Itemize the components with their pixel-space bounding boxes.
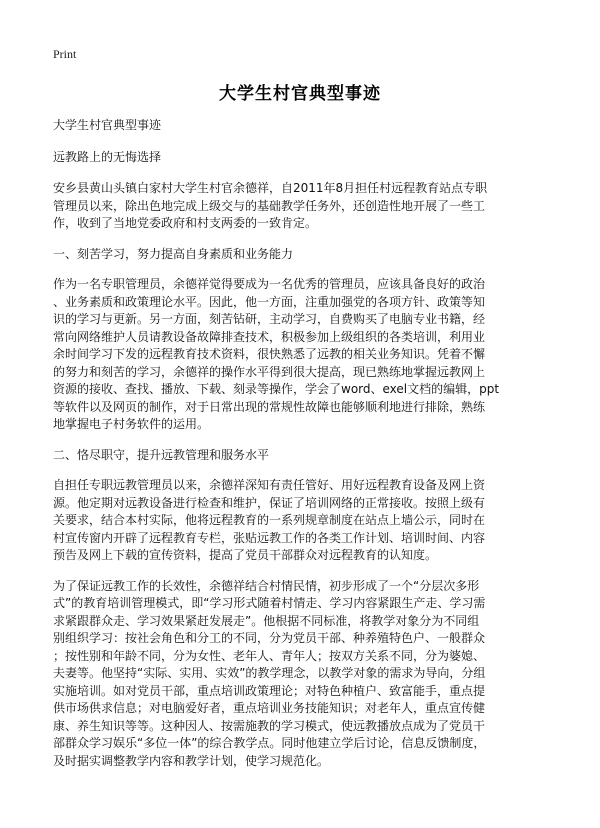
text-line: 供市场供求信息；对电脑爱好者，重点培训业务技能知识；对老年人，重点宣传健 <box>53 701 486 715</box>
text-line: 关要求，结合本村实际，他将远程教育的一系列规章制度在站点上墙公示，同时在 <box>53 513 486 527</box>
text-line: 求紧跟群众走、学习效果紧赶发展走”。他根据不同标准，将教学对象分为不同组 <box>53 613 480 628</box>
article-subtitle: 大学生村官典型事迹 <box>53 118 162 132</box>
text-line: 地掌握电子村务软件的运用。 <box>53 417 210 431</box>
text-line: 夫妻等。他坚持“实际、实用、实效”的教学理念，以教学对象的需求为导向，分组 <box>53 666 486 680</box>
section-2-heading <box>53 447 550 465</box>
section-1-body <box>53 276 550 434</box>
text-line: 等软件以及网页的制作，对于日常出现的常规性故障也能够顺利地进行排除，熟练 <box>53 399 486 414</box>
text-line: 实施培训。如对党员干部，重点培训政策理论；对特色种植户、致富能手，重点提 <box>53 683 486 698</box>
text-line: 为了保证远教工作的长效性，余德祥结合村情民情，初步形成了一个“分层次多形 <box>53 578 480 593</box>
text-line: 部群众学习娱乐“多位一体”的综合教学点。同时他建立学后讨论，信息反馈制度， <box>53 736 486 750</box>
text-line: 一、刻苦学习，努力提高自身素质和业务能力 <box>53 246 294 261</box>
text-line: 及时据实调整教学内容和教学计划，使学习规范化。 <box>53 753 330 768</box>
text-line: ；按性别和年龄不同，分为女性、老年人、青年人；按双方关系不同，分为婆媳、 <box>53 648 486 663</box>
text-line: 源。他定期对远教设备进行检查和维护，保证了培训网络的正常接收。按照上级有 <box>53 495 486 510</box>
text-line: 余时间学习下发的远程教育技术资料，很快熟悉了远教的相关业务知识。凭着不懈 <box>53 347 486 361</box>
text-line: 预告及网上下载的宣传资料，提高了党员干部群众对远程教育的认知度。 <box>53 548 438 562</box>
text-line: 村宣传窗内开辟了远程教育专栏，张贴远教工作的各类工作计划、培训时间、内容 <box>53 530 486 545</box>
text-line: 识的学习与更新。另一方面，刻苦钻研，主动学习，自费购买了电脑专业书籍，经 <box>53 312 486 326</box>
text-line: 常向网络维护人员请教设备故障排查技术，积极参加上级组织的各类培训，利用业 <box>53 329 486 344</box>
section-2-body <box>53 477 550 565</box>
text-line: 二、恪尽职守，提升远教管理和服务水平 <box>53 447 270 462</box>
section-2-body-2 <box>53 578 550 771</box>
text-line: 管理员以来，除出色地完成上级交与的基础教学任务外，还创造性地开展了一些工 <box>53 198 486 213</box>
text-line: 别组织学习：按社会角色和分工的不同，分为党员干部、种养殖特色户、一般群众 <box>53 631 486 645</box>
section-1-heading <box>53 246 550 264</box>
text-line: 作为一名专职管理员，余德祥觉得要成为一名优秀的管理员，应该具备良好的政治 <box>53 277 486 291</box>
article-heading: 远教路上的无悔选择 <box>53 149 162 164</box>
text-line: 安乡县黄山头镇白家村大学生村官余德祥，自2011年8月担任村远程教育站点专职 <box>53 181 488 195</box>
text-line: 作，收到了当地党委政府和村支两委的一致肯定。 <box>53 216 318 230</box>
page-title: 大学生村官典型事迹 <box>219 84 381 104</box>
article-body <box>53 117 550 770</box>
text-line: 式”的教育培训管理模式，即“学习形式随着村情走、学习内容紧跟生产走、学习需 <box>53 596 486 610</box>
text-line: 自担任专职远教管理员以来，余德祥深知有责任管好、用好远程教育设备及网上资 <box>53 478 486 492</box>
intro-paragraph <box>53 180 550 233</box>
text-line: 的努力和刻苦的学习，余德祥的操作水平得到很大提高，现已熟练地掌握远教网上 <box>53 364 486 379</box>
text-line: 、业务素质和政策理论水平。因此，他一方面，注重加强党的各项方针、政策等知 <box>53 294 486 309</box>
text-line: 康、养生知识等等。这种因人、按需施教的学习模式，使远教播放点成为了党员干 <box>53 718 486 733</box>
text-line: 资源的接收、查找、播放、下载、刻录等操作，学会了word、exel文档的编辑，ppt <box>53 382 500 396</box>
print-link[interactable]: Print <box>53 47 77 61</box>
